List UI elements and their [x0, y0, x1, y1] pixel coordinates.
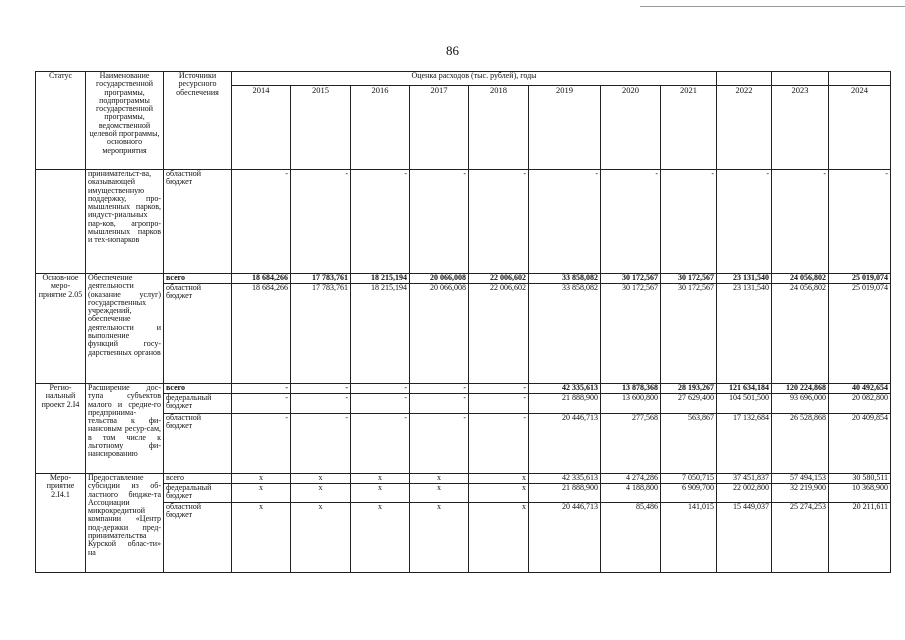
- header-blank: [829, 72, 891, 86]
- value-cell: -: [772, 170, 829, 274]
- year-2024: 2024: [829, 86, 891, 170]
- table-row: [36, 484, 891, 503]
- value-cell: x: [291, 503, 351, 573]
- row-status: Меро-приятие 2.I4.1: [36, 474, 86, 573]
- header-name: Наименование государственной программы, подпрограммы государственной программы, ведомственной целевой программы, основного мероприятия: [86, 72, 164, 170]
- value-cell: 15 449,037: [717, 503, 772, 573]
- value-cell: -: [410, 170, 469, 274]
- value-cell: 18 684,266: [232, 284, 291, 384]
- value-cell: 93 696,000: [772, 394, 829, 414]
- table-row: [36, 274, 891, 284]
- table-row: [36, 414, 891, 474]
- value-cell: -: [661, 170, 717, 274]
- value-cell: -: [232, 414, 291, 474]
- value-cell: 42 335,613: [529, 384, 601, 394]
- value-cell: x: [410, 484, 469, 503]
- row-source: федеральный бюджет: [164, 484, 232, 503]
- year-2016: 2016: [351, 86, 410, 170]
- value-cell: 18 215,194: [351, 274, 410, 284]
- value-cell: -: [351, 384, 410, 394]
- year-2018: 2018: [469, 86, 529, 170]
- value-cell: x: [232, 503, 291, 573]
- value-cell: x: [410, 503, 469, 573]
- page-number: 86: [446, 43, 459, 58]
- value-cell: 17 783,761: [291, 274, 351, 284]
- top-rule: [640, 6, 905, 7]
- header-blank: [717, 72, 772, 86]
- value-cell: -: [351, 414, 410, 474]
- year-2021: 2021: [661, 86, 717, 170]
- value-cell: 30 172,567: [661, 284, 717, 384]
- value-cell: -: [291, 384, 351, 394]
- value-cell: -: [291, 414, 351, 474]
- row-name: принимательст-ва, оказывающей имущественную поддержку, про-мышленных парков, индуст-риальных пар-ков, агропро-мышленных парков и тех-нопарков: [86, 170, 164, 274]
- value-cell: 20 446,713: [529, 414, 601, 474]
- value-cell: -: [469, 170, 529, 274]
- value-cell: 26 528,868: [772, 414, 829, 474]
- row-source: областной бюджет: [164, 414, 232, 474]
- value-cell: x: [469, 474, 529, 484]
- value-cell: 17 132,684: [717, 414, 772, 474]
- value-cell: -: [717, 170, 772, 274]
- row-source: областной бюджет: [164, 170, 232, 274]
- header-row: [36, 72, 891, 86]
- value-cell: 32 219,900: [772, 484, 829, 503]
- value-cell: 27 629,400: [661, 394, 717, 414]
- value-cell: 4 188,800: [601, 484, 661, 503]
- value-cell: 30 172,567: [601, 284, 661, 384]
- value-cell: -: [232, 170, 291, 274]
- value-cell: x: [469, 503, 529, 573]
- value-cell: 28 193,267: [661, 384, 717, 394]
- value-cell: 30 172,567: [601, 274, 661, 284]
- value-cell: 4 274,286: [601, 474, 661, 484]
- value-cell: 18 684,266: [232, 274, 291, 284]
- value-cell: 24 056,802: [772, 274, 829, 284]
- value-cell: 30 172,567: [661, 274, 717, 284]
- value-cell: -: [291, 394, 351, 414]
- value-cell: 7 050,715: [661, 474, 717, 484]
- row-source: всего: [164, 384, 232, 394]
- value-cell: 33 858,082: [529, 274, 601, 284]
- year-2023: 2023: [772, 86, 829, 170]
- value-cell: 120 224,868: [772, 384, 829, 394]
- table-row: [36, 503, 891, 573]
- value-cell: 25 019,074: [829, 274, 891, 284]
- value-cell: -: [410, 394, 469, 414]
- value-cell: 121 634,184: [717, 384, 772, 394]
- table-row: [36, 394, 891, 414]
- value-cell: 25 019,074: [829, 284, 891, 384]
- value-cell: 20 409,854: [829, 414, 891, 474]
- value-cell: 20 066,008: [410, 274, 469, 284]
- value-cell: 24 056,802: [772, 284, 829, 384]
- row-name: Предоставление субсидии из об-ластного бюдже-та Ассоциации микрокредитной компании «Центр под-держки пред-принимательства Курской облас-ти» на: [86, 474, 164, 573]
- value-cell: 33 858,082: [529, 284, 601, 384]
- value-cell: x: [232, 474, 291, 484]
- value-cell: 6 909,700: [661, 484, 717, 503]
- value-cell: -: [529, 170, 601, 274]
- value-cell: -: [469, 384, 529, 394]
- value-cell: 23 131,540: [717, 284, 772, 384]
- value-cell: -: [291, 170, 351, 274]
- value-cell: 25 274,253: [772, 503, 829, 573]
- value-cell: x: [232, 484, 291, 503]
- value-cell: 30 580,511: [829, 474, 891, 484]
- header-status: Статус: [36, 72, 86, 170]
- row-source: федеральный бюджет: [164, 394, 232, 414]
- row-name: Расширение дос-тупа субъектов малого и средне-го предпринима-тельства к фи-нансовым ресур-сам, в том числе к льготному фи-нансированию: [86, 384, 164, 474]
- value-cell: 23 131,540: [717, 274, 772, 284]
- year-2014: 2014: [232, 86, 291, 170]
- value-cell: -: [351, 394, 410, 414]
- value-cell: 22 006,602: [469, 284, 529, 384]
- value-cell: -: [601, 170, 661, 274]
- value-cell: -: [410, 384, 469, 394]
- value-cell: 104 501,500: [717, 394, 772, 414]
- value-cell: x: [410, 474, 469, 484]
- value-cell: 18 215,194: [351, 284, 410, 384]
- row-source: областной бюджет: [164, 503, 232, 573]
- value-cell: x: [351, 503, 410, 573]
- value-cell: 42 335,613: [529, 474, 601, 484]
- year-2022: 2022: [717, 86, 772, 170]
- table-row: [36, 384, 891, 394]
- value-cell: 21 888,900: [529, 394, 601, 414]
- value-cell: 563,867: [661, 414, 717, 474]
- value-cell: 141,015: [661, 503, 717, 573]
- value-cell: 57 494,153: [772, 474, 829, 484]
- value-cell: -: [829, 170, 891, 274]
- value-cell: 20 211,611: [829, 503, 891, 573]
- row-source: всего: [164, 274, 232, 284]
- value-cell: 21 888,900: [529, 484, 601, 503]
- year-2019: 2019: [529, 86, 601, 170]
- row-source: областной бюджет: [164, 284, 232, 384]
- header-blank: [772, 72, 829, 86]
- row-status: Основ-ное меро-приятие 2.05: [36, 274, 86, 384]
- row-status: [36, 170, 86, 274]
- value-cell: -: [232, 394, 291, 414]
- value-cell: -: [469, 414, 529, 474]
- value-cell: 20 446,713: [529, 503, 601, 573]
- year-2015: 2015: [291, 86, 351, 170]
- value-cell: x: [351, 484, 410, 503]
- value-cell: 10 368,900: [829, 484, 891, 503]
- budget-table: [35, 71, 891, 573]
- value-cell: x: [469, 484, 529, 503]
- value-cell: 17 783,761: [291, 284, 351, 384]
- value-cell: 20 082,800: [829, 394, 891, 414]
- value-cell: -: [351, 170, 410, 274]
- value-cell: 85,486: [601, 503, 661, 573]
- table-row: [36, 170, 891, 274]
- value-cell: 22 002,800: [717, 484, 772, 503]
- header-source: Источники ресурсного обеспечения: [164, 72, 232, 170]
- value-cell: -: [232, 384, 291, 394]
- value-cell: 13 878,368: [601, 384, 661, 394]
- year-2020: 2020: [601, 86, 661, 170]
- value-cell: 22 006,602: [469, 274, 529, 284]
- value-cell: 13 600,800: [601, 394, 661, 414]
- value-cell: 37 451,837: [717, 474, 772, 484]
- row-status: Регио-нальный проект 2.I4: [36, 384, 86, 474]
- value-cell: 20 066,008: [410, 284, 469, 384]
- year-2017: 2017: [410, 86, 469, 170]
- value-cell: 40 492,654: [829, 384, 891, 394]
- value-cell: 277,568: [601, 414, 661, 474]
- row-source: всего: [164, 474, 232, 484]
- value-cell: -: [469, 394, 529, 414]
- row-name: Обеспечение деятельности (оказание услуг) государственных учреждений, обеспечение деятельности и выполнение функций госу-дарственных органов: [86, 274, 164, 384]
- value-cell: x: [291, 474, 351, 484]
- value-cell: x: [291, 484, 351, 503]
- value-cell: x: [351, 474, 410, 484]
- value-cell: -: [410, 414, 469, 474]
- header-estimate: Оценка расходов (тыс. рублей), годы: [232, 72, 717, 86]
- table-row: [36, 474, 891, 484]
- table-row: [36, 284, 891, 384]
